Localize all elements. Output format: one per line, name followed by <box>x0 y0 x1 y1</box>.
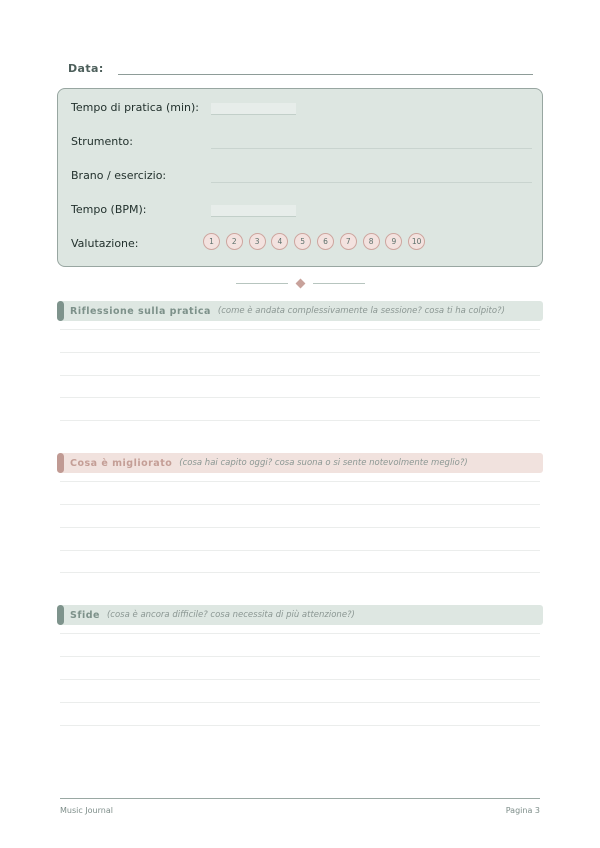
rating-circle[interactable]: 7 <box>340 233 357 250</box>
ruled-line <box>60 482 540 505</box>
ruled-line <box>60 505 540 528</box>
ruled-line <box>60 680 540 703</box>
rating-circle[interactable]: 9 <box>385 233 402 250</box>
journal-section <box>57 605 543 725</box>
field-row <box>58 203 542 237</box>
section-accent-bar <box>57 453 64 473</box>
ruled-line <box>60 353 540 376</box>
rating-circle[interactable]: 1 <box>203 233 220 250</box>
ruled-line <box>60 376 540 399</box>
field-rows <box>58 101 542 237</box>
section-hint: (cosa hai capito oggi? cosa suona o si sente notevolmente meglio?) <box>179 458 468 469</box>
field-label: Strumento: <box>71 135 133 148</box>
section-header <box>57 301 543 321</box>
rating-row <box>58 237 542 271</box>
writing-area <box>60 625 540 725</box>
field-label: Tempo di pratica (min): <box>71 101 200 114</box>
date-label: Data: <box>68 62 104 75</box>
field-label: Brano / esercizio: <box>71 169 167 182</box>
field-input-line[interactable] <box>211 135 532 149</box>
session-info-box <box>57 88 543 267</box>
divider-line-left <box>236 283 288 284</box>
section-title: Sfide <box>70 609 100 621</box>
rating-label: Valutazione: <box>71 237 139 250</box>
rating-circle[interactable]: 2 <box>226 233 243 250</box>
rating-circle[interactable]: 6 <box>317 233 334 250</box>
field-input-line[interactable] <box>211 169 532 183</box>
divider-line-right <box>313 283 365 284</box>
rating-circle[interactable]: 3 <box>249 233 266 250</box>
ruled-line <box>60 625 540 634</box>
section-title: Cosa è migliorato <box>70 457 173 469</box>
date-input-line[interactable] <box>118 61 533 75</box>
rating-circle[interactable]: 4 <box>271 233 288 250</box>
date-row <box>68 61 533 75</box>
rating-scale <box>203 233 425 250</box>
field-input-line[interactable] <box>211 103 296 115</box>
footer-doc-title: Music Journal <box>60 806 113 815</box>
sections-container <box>57 301 543 758</box>
ruled-line <box>60 703 540 726</box>
writing-area <box>60 321 540 421</box>
rating-circle[interactable]: 5 <box>294 233 311 250</box>
ruled-line <box>60 330 540 353</box>
section-header <box>57 605 543 625</box>
section-hint: (come è andata complessivamente la sessione? cosa ti ha colpito?) <box>217 306 505 316</box>
writing-area <box>60 473 540 573</box>
footer-rule <box>60 798 540 799</box>
diamond-icon <box>295 278 305 288</box>
rating-circle[interactable]: 10 <box>408 233 425 250</box>
section-divider <box>0 276 600 290</box>
section-hint: (cosa è ancora difficile? cosa necessita di più attenzione?) <box>106 610 355 621</box>
journal-section <box>57 301 543 421</box>
ruled-line <box>60 551 540 574</box>
section-accent-bar <box>57 605 64 625</box>
section-title: Riflessione sulla pratica <box>70 305 211 317</box>
footer-page-number: Pagina 3 <box>505 806 540 815</box>
section-accent-bar <box>57 301 64 321</box>
ruled-line <box>60 321 540 330</box>
field-label: Tempo (BPM): <box>71 203 147 216</box>
rating-circle[interactable]: 8 <box>363 233 380 250</box>
field-row <box>58 135 542 169</box>
ruled-line <box>60 473 540 482</box>
ruled-line <box>60 634 540 657</box>
ruled-line <box>60 528 540 551</box>
field-input-line[interactable] <box>211 205 296 217</box>
section-header <box>57 453 543 473</box>
field-row <box>58 169 542 203</box>
ruled-line <box>60 657 540 680</box>
field-row <box>58 101 542 135</box>
ruled-line <box>60 398 540 421</box>
journal-section <box>57 453 543 573</box>
footer <box>60 806 540 815</box>
